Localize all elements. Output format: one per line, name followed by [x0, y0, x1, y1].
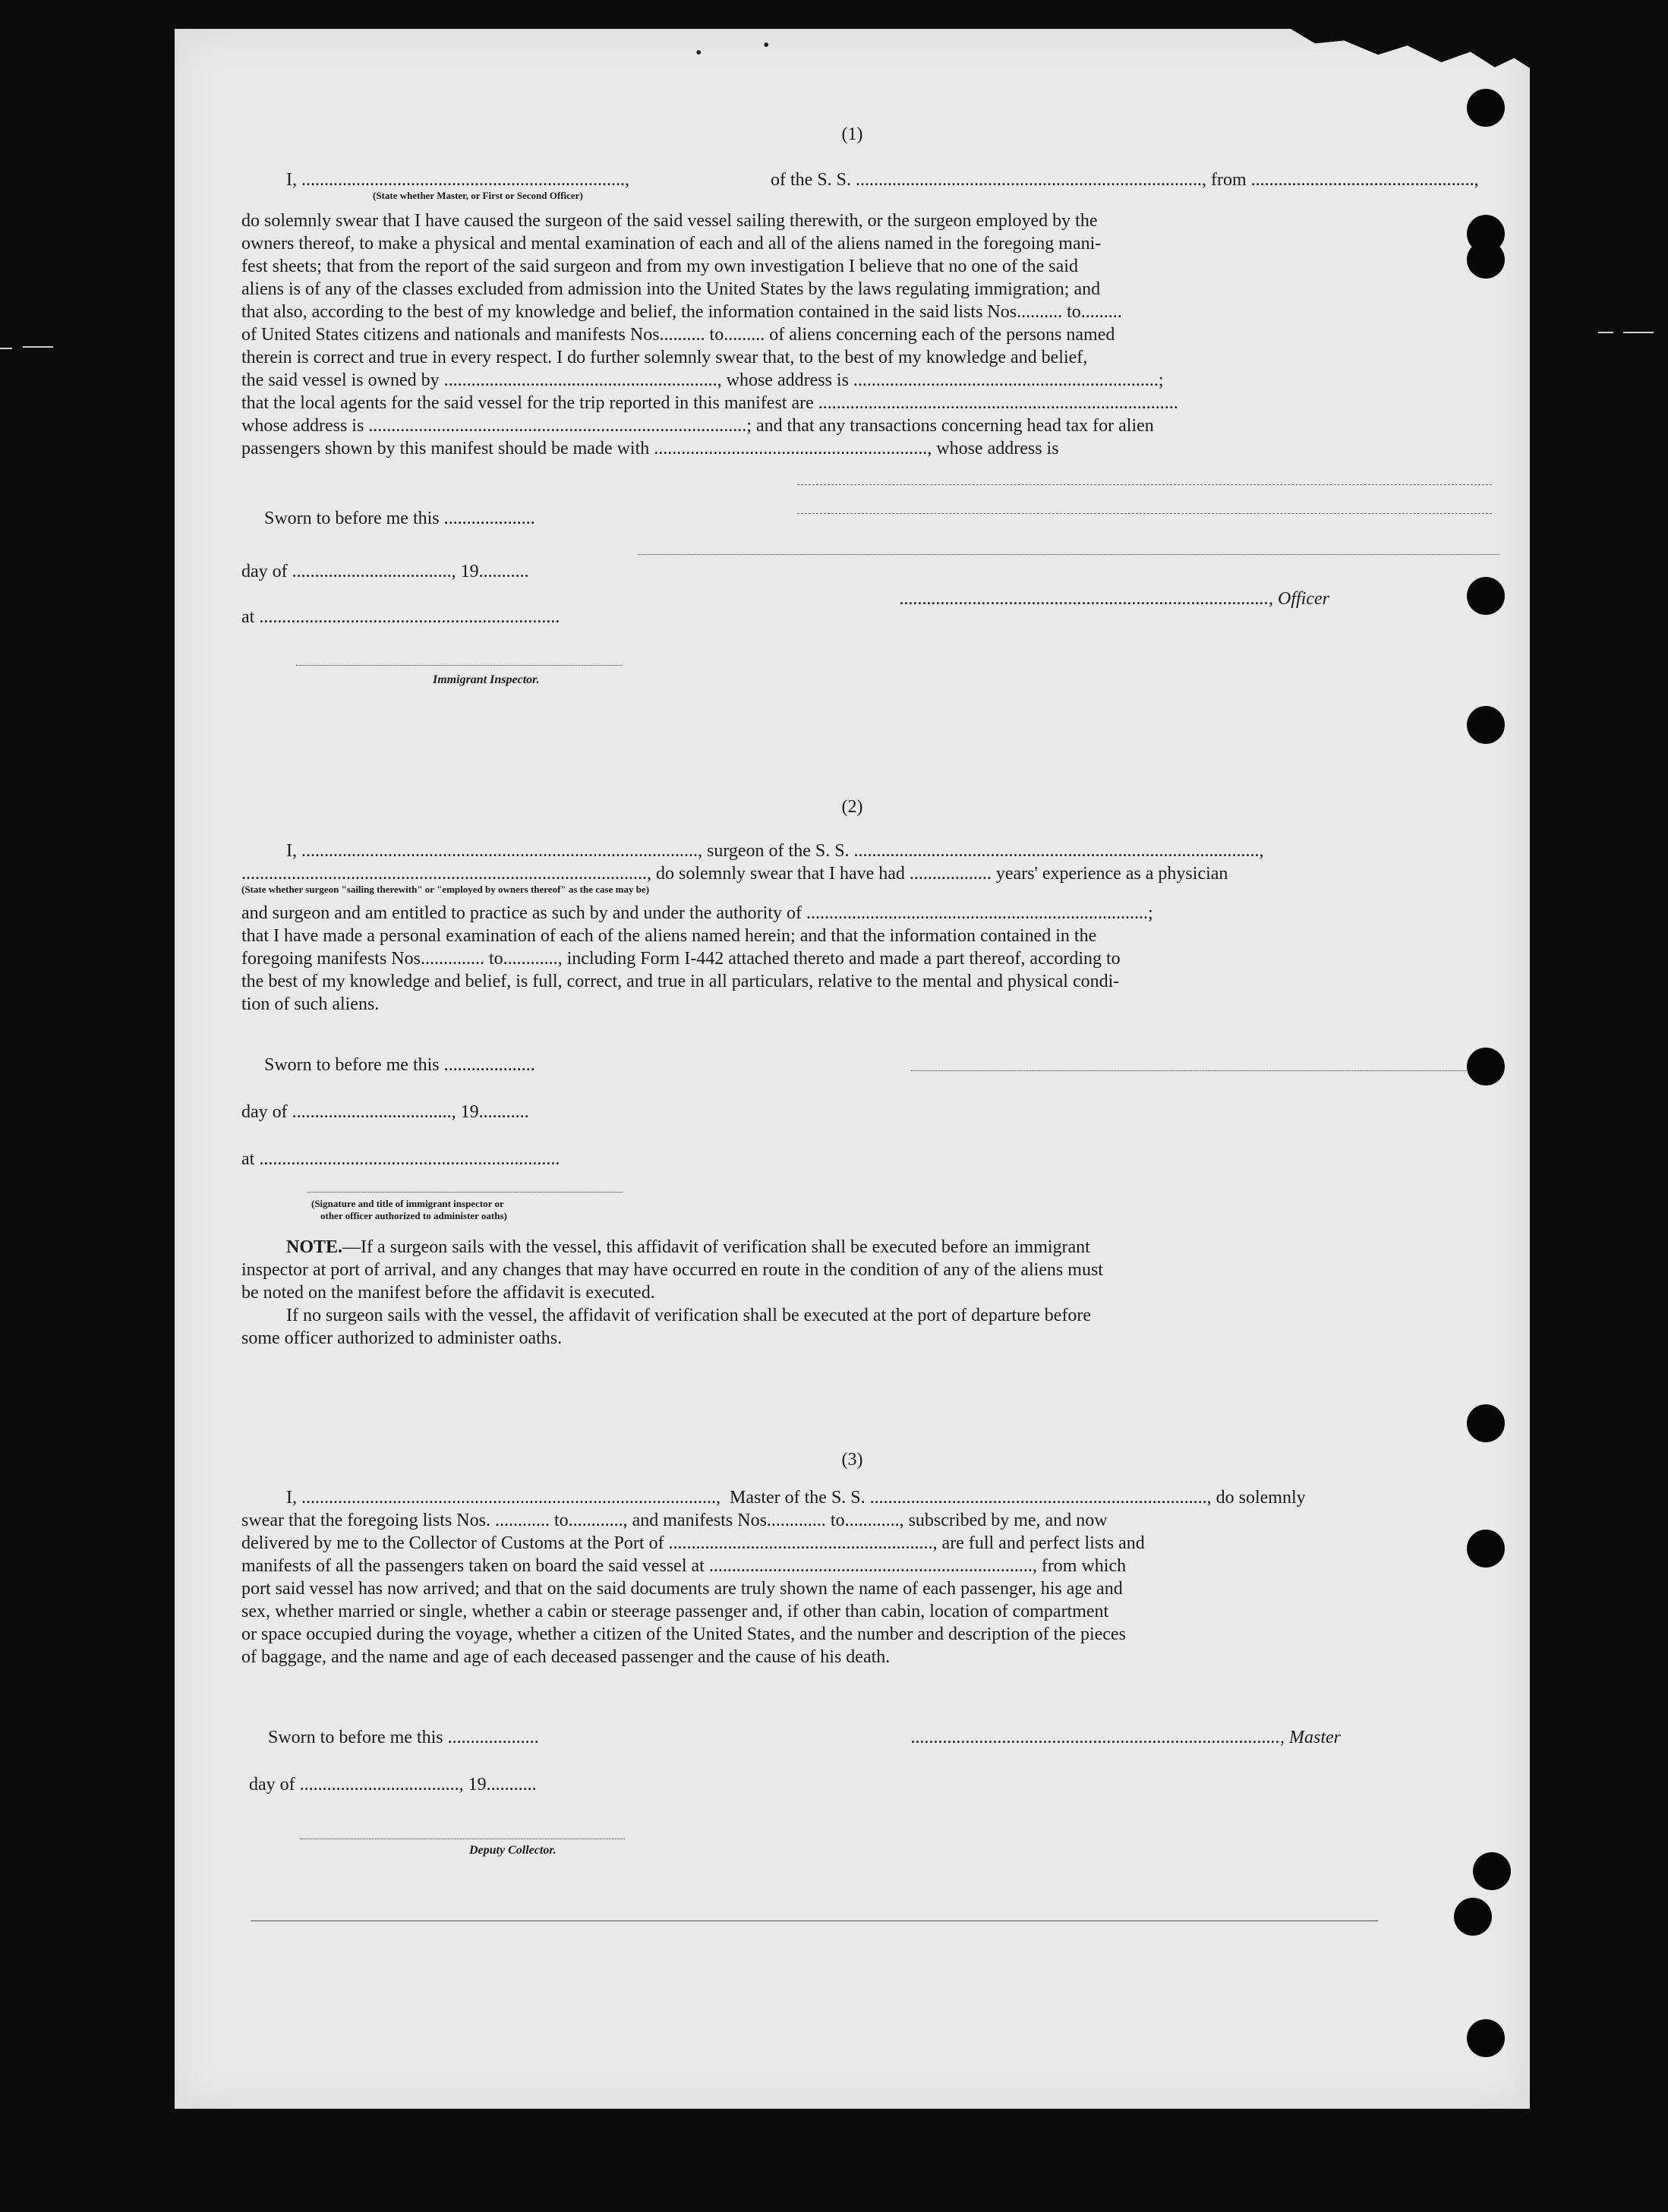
section-1-number: (1)	[841, 124, 863, 144]
section-1-inspector-line	[296, 665, 623, 666]
section-2-note-5: some officer authorized to administer oaths.	[241, 1328, 563, 1348]
section-1-sworn: Sworn to before me this ....................	[264, 509, 535, 528]
section-3-day: day of ..................................., 19...........	[249, 1775, 537, 1794]
punch-hole	[1467, 1530, 1505, 1568]
ink-mark: •	[763, 36, 770, 55]
punch-hole	[1467, 577, 1505, 615]
note-label: NOTE.	[286, 1237, 343, 1257]
section-1-officer-line: I, .......................................................................,	[286, 170, 629, 190]
section-1-officer-signature: ................................................................................., Officer	[900, 589, 1329, 609]
edge-tick	[1623, 332, 1654, 333]
section-1-at: at ..................................................................	[241, 607, 560, 627]
punch-hole	[1473, 1852, 1511, 1890]
punch-hole	[1467, 2019, 1505, 2057]
section-1-body-8: the said vessel is owned by ............................................................, whose address is ...................................................................;	[241, 370, 1164, 390]
section-1-body-3: fest sheets; that from the report of the said surgeon and from my own investigation I believe that no one of the said	[241, 257, 1078, 276]
section-2-line-2: ........................................................................................., do solemnly swear that I have had .................. years' experience as a physician	[241, 864, 1228, 884]
edge-tick	[0, 348, 12, 349]
note-text: —If a surgeon sails with the vessel, this affidavit of verification shall be executed before an immigrant	[342, 1237, 1090, 1257]
section-3-body-3: delivered by me to the Collector of Customs at the Port of .........................................................., are full and perfect lists and	[241, 1533, 1145, 1553]
section-2-signature-caption-2: other officer authorized to administer oaths)	[320, 1210, 507, 1221]
section-1-master-note: (State whether Master, or First or Second Officer)	[373, 190, 583, 201]
section-1-day: day of ..................................., 19...........	[241, 562, 529, 581]
section-3-collector-caption: Deputy Collector.	[469, 1844, 557, 1857]
section-1-body-2: owners thereof, to make a physical and mental examination of each and all of the aliens named in the foregoing mani-	[241, 234, 1102, 254]
punch-hole	[1454, 1898, 1492, 1936]
section-2-note-4: If no surgeon sails with the vessel, the affidavit of verification shall be executed at the port of departure before	[286, 1306, 1092, 1325]
section-2-signature-caption-1: (Signature and title of immigrant inspector or	[311, 1198, 504, 1209]
punch-hole	[1467, 1048, 1505, 1086]
section-2-signature-line	[911, 1070, 1496, 1071]
section-1-blank-line	[797, 484, 1492, 485]
section-2-sworn: Sworn to before me this ....................	[264, 1055, 535, 1075]
section-1-body-6: of United States citizens and nationals and manifests Nos.......... to......... of aliens concerning each of the persons named	[241, 325, 1115, 345]
section-1-body-9: that the local agents for the said vessel for the trip reported in this manifest are ...............................................................................	[241, 393, 1178, 413]
section-1-signature-line	[638, 554, 1499, 555]
section-2-at: at ..................................................................	[241, 1149, 560, 1169]
section-2-note-2: inspector at port of arrival, and any changes that may have occurred en route in the condition of any of the aliens must	[241, 1260, 1103, 1280]
section-3-number: (3)	[841, 1450, 863, 1470]
section-1-body-10: whose address is ...................................................................................; and that any transactions concerning head tax for alien	[241, 416, 1154, 436]
punch-hole	[1467, 241, 1505, 279]
section-2-surgeon-note: (State whether surgeon "sailing therewith" or "employed by owners thereof" as the case may be)	[241, 884, 650, 895]
section-1-inspector-caption: Immigrant Inspector.	[433, 673, 540, 686]
section-1-vessel-line: of the S. S. ............................................................................, from .................................................,	[771, 170, 1479, 190]
section-3-body-6: sex, whether married or single, whether a cabin or steerage passenger and, if other than cabin, location of compartment	[241, 1602, 1109, 1621]
section-2-body-2: that I have made a personal examination of each of the aliens named herein; and that the information contained in the	[241, 926, 1097, 946]
section-2-body-3: foregoing manifests Nos.............. to............, including Form I-442 attached thereto and made a part thereof, according to	[241, 949, 1121, 969]
section-2-note-3: be noted on the manifest before the affidavit is executed.	[241, 1283, 655, 1303]
section-3-body-7: or space occupied during the voyage, whether a citizen of the United States, and the number and description of the pieces	[241, 1624, 1126, 1644]
section-2-body-4: the best of my knowledge and belief, is full, correct, and true in all particulars, relative to the mental and physical condi-	[241, 972, 1120, 991]
form-page	[175, 29, 1530, 2109]
punch-hole	[1467, 1404, 1505, 1442]
section-3-body-5: port said vessel has now arrived; and that on the said documents are truly shown the name of each passenger, his age and	[241, 1579, 1123, 1599]
section-3-body-4: manifests of all the passengers taken on board the said vessel at ......................................................................., from which	[241, 1556, 1127, 1576]
section-3-body-2: swear that the foregoing lists Nos. ............ to............, and manifests Nos............. to............, subscribed by me, and now	[241, 1511, 1108, 1530]
section-2-inspector-line	[307, 1192, 623, 1193]
section-2-line-1: I, ......................................................................................., surgeon of the S. S. .........................................................................................,	[286, 841, 1264, 861]
section-3-body-1: I, ..........................................................................................., Master of the S. S. .........................................................................., do solemnly	[286, 1488, 1306, 1508]
section-1-body-4: aliens is of any of the classes excluded from admission into the United States by the laws regulating immigration; and	[241, 279, 1101, 299]
edge-tick	[23, 346, 53, 348]
section-2-number: (2)	[841, 797, 863, 817]
section-1-body-11: passengers shown by this manifest should be made with ............................................................, whose address is	[241, 439, 1059, 458]
section-1-body-5: that also, according to the best of my knowledge and belief, the information contained in the said lists Nos.......... to.........	[241, 302, 1122, 322]
section-3-body-8: of baggage, and the name and age of each deceased passenger and the cause of his death.	[241, 1647, 891, 1667]
punch-hole	[1467, 706, 1505, 744]
edge-tick	[1598, 332, 1613, 333]
section-2-day: day of ..................................., 19...........	[241, 1102, 529, 1122]
section-3-sworn: Sworn to before me this ....................	[268, 1728, 539, 1747]
section-3-master-signature: ................................................................................., Master	[911, 1728, 1341, 1747]
section-2-note-1	[286, 1236, 1090, 1259]
ink-mark: •	[695, 43, 702, 63]
punch-hole	[1467, 89, 1505, 127]
section-2-body-1: and surgeon and am entitled to practice as such by and under the authority of ...........................................................................;	[241, 903, 1153, 923]
section-2-body-5: tion of such aliens.	[241, 994, 380, 1014]
section-1-blank-line	[797, 513, 1492, 514]
section-1-body-7: therein is correct and true in every respect. I do further solemnly swear that, to the best of my knowledge and belief,	[241, 348, 1088, 367]
section-1-body-1: do solemnly swear that I have caused the surgeon of the said vessel sailing therewith, or the surgeon employed by the	[241, 211, 1098, 231]
